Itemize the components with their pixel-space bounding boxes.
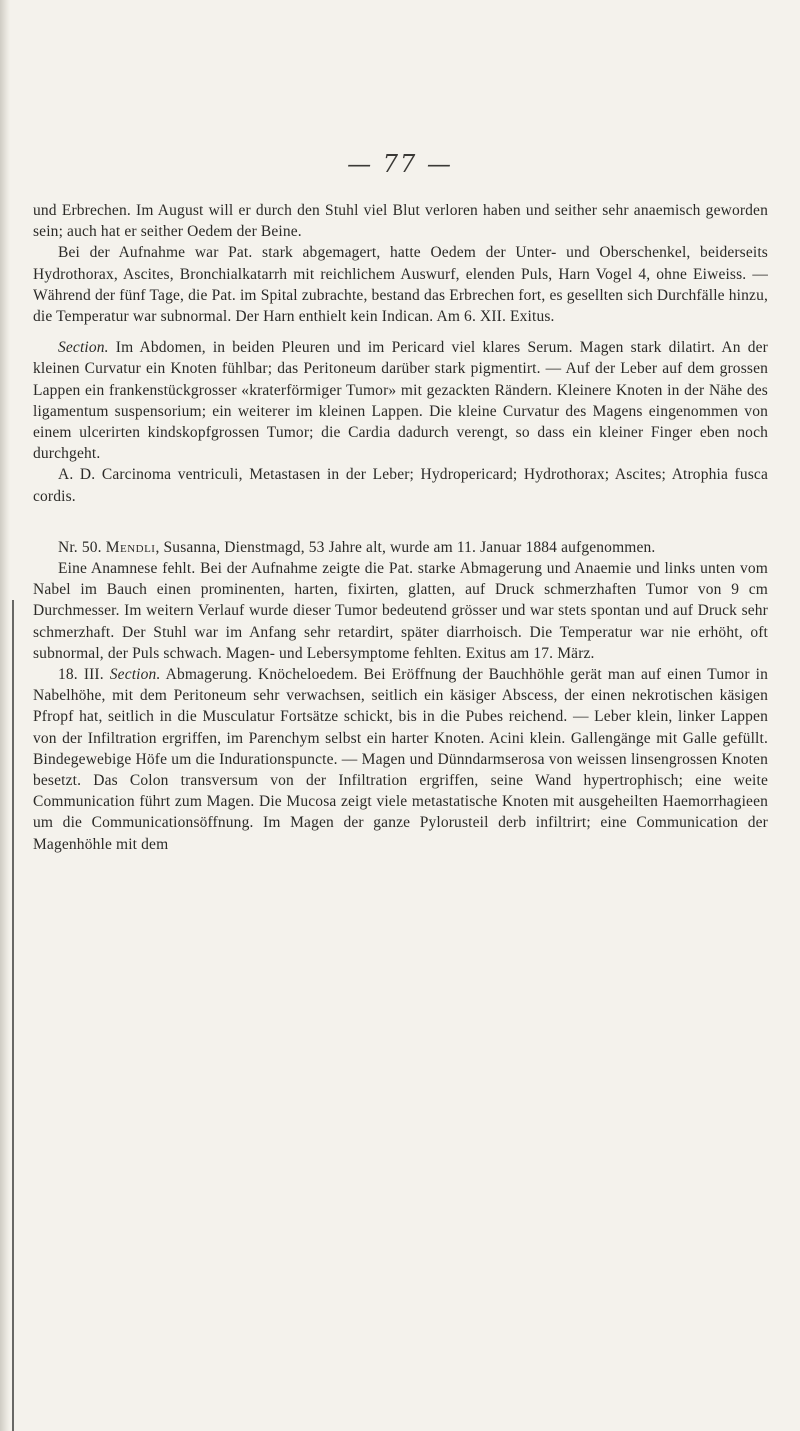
paragraph-diagnosis bbox=[33, 464, 768, 506]
section-date: 18. III. bbox=[58, 666, 110, 684]
paragraph-text: Abmagerung. Knöcheloedem. Bei Eröffnung der Bauchhöhle gerät man auf einen Tumor in Nabelhöhe, mit dem Peritoneum sehr verwachsen, seitlich ein käsiger Abscess, der einen nekrotischen käsigen Pfropf hat, seitlich in die Musculatur Fortsätze schickt, bis in die Pubes reichend. — Leber klein, linker Lappen von der Infiltration ergriffen, im Parenchym selbst ein harter Knoten. Acini klein. Gallengänge mit Galle gefüllt. Bindegewebige Höfe um die Indurationspuncte. — Magen und Dünndarmserosa von weissen linsengrossen Knoten besetzt. Das Colon transversum von der Infiltration ergriffen, seine Wand hypertrophisch; eine weite Communication führt zum Magen. Die Mucosa zeigt viele metastatische Knoten mit ausgeheilten Haemorrhagieen um die Communicationsöffnung. Im Magen der ganze Pylorusteil derb infiltrirt; eine Communication der Magenhöhle mit dem bbox=[33, 666, 768, 853]
paragraph-text: Eine Anamnese fehlt. Bei der Aufnahme zeigte die Pat. starke Abmagerung und Anaemie und links unten vom Nabel im Bauch einen prominenten, harten, fixirten, glatten, auf Druck schmerzhaften Tumor von 9 cm Durchmesser. Im weitern Verlauf wurde dieser Tumor bedeutend grösser und war stets spontan und auf Druck sehr schmerzhaft. Der Stuhl war im Anfang sehr retardirt, später diarrhoisch. Die Temperatur war nie erhöht, oft subnormal, der Puls schwach. Magen- und Lebersymptome fehlten. Exitus am 17. März. bbox=[33, 560, 768, 662]
binding-edge-line bbox=[12, 600, 14, 1431]
paragraph-admission bbox=[33, 242, 768, 327]
body-text bbox=[33, 200, 768, 855]
paragraph-text: A. D. Carcinoma ventriculi, Metastasen in der Leber; Hydropericard; Hydrothorax; Ascites; Atrophia fusca cordis. bbox=[33, 466, 768, 505]
patient-name: Mendli bbox=[105, 538, 156, 556]
section-label: Section. bbox=[109, 666, 161, 684]
paragraph-section bbox=[33, 337, 768, 464]
paragraph-text: Im Abdomen, in beiden Pleuren und im Pericard viel klares Serum. Magen stark dilatirt. An der kleinen Curvatur ein Knoten fühlbar; das Peritoneum darüber stark pigmentirt. — Auf der Leber auf dem grossen Lappen ein frankenstückgrosser «kraterförmiger Tumor» mit gezackten Rändern. Kleinere Knoten in der Nähe des ligamentum suspensorium; ein weiterer im kleinen Lappen. Die kleine Curvatur des Magens eingenommen von einem ulcerirten kindskopfgrossen Tumor; die Cardia dadurch verengt, so dass ein kleiner Finger eben noch durchgeht. bbox=[33, 339, 768, 463]
paragraph-case-header bbox=[33, 537, 768, 558]
paragraph-anamnesis bbox=[33, 558, 768, 664]
book-spine-shadow bbox=[0, 0, 10, 1431]
paragraph-text: , Susanna, Dienstmagd, 53 Jahre alt, wurde am 11. Januar 1884 aufgenommen. bbox=[155, 538, 656, 556]
paragraph-section-2 bbox=[33, 664, 768, 855]
paragraph-text: und Erbrechen. Im August will er durch den Stuhl viel Blut verloren haben und seither sehr anaemisch geworden sein; auch hat er seither Oedem der Beine. bbox=[33, 202, 768, 241]
paragraph-text: Bei der Aufnahme war Pat. stark abgemagert, hatte Oedem der Unter- und Oberschenkel, beiderseits Hydrothorax, Ascites, Bronchialkatarrh mit reichlichem Auswurf, elenden Puls, Harn Vogel 4, ohne Eiweiss. — Während der fünf Tage, die Pat. im Spital zubrachte, bestand das Erbrechen fort, es gesellten sich Durchfälle hinzu, die Temperatur war subnormal. Der Harn enthielt kein Indican. Am 6. XII. Exitus. bbox=[33, 244, 768, 326]
section-label: Section. bbox=[58, 339, 109, 357]
case-number: Nr. 50. bbox=[58, 538, 106, 556]
paragraph-continuation bbox=[33, 200, 768, 242]
page-number: — 77 — bbox=[347, 150, 453, 178]
